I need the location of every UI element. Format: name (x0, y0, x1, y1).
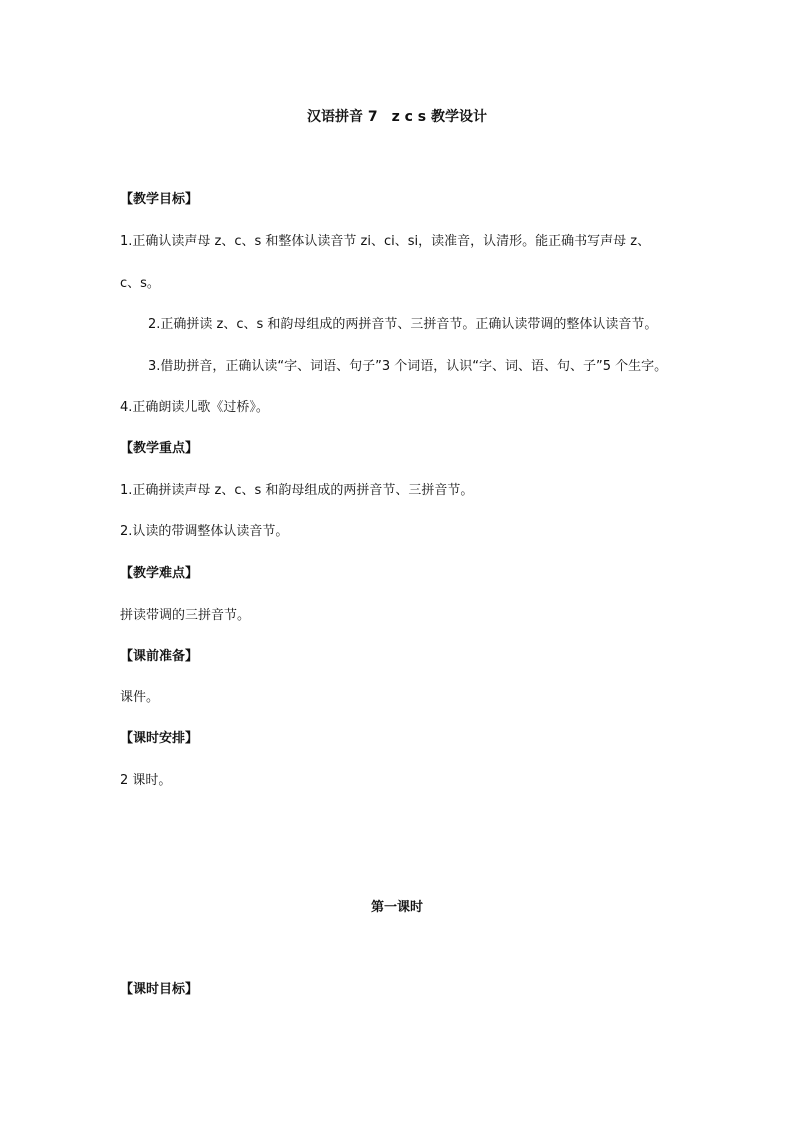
focus-heading: 【教学重点】 (120, 441, 199, 456)
goal-2: 2.正确拼读 z、c、s 和韵母组成的两拼音节、三拼音节。正确认读带调的整体认读音节。 (148, 317, 658, 332)
prep-1: 课件。 (120, 690, 160, 705)
goals-heading: 【教学目标】 (120, 192, 199, 207)
goal-3: 3.借助拼音，正确认读“字、词语、句子”3 个词语，认识“字、词、语、句、子”5 个生字。 (148, 359, 668, 374)
difficulty-1: 拼读带调的三拼音节。 (120, 608, 251, 623)
schedule-heading: 【课时安排】 (120, 731, 199, 746)
difficulty-heading: 【教学难点】 (120, 566, 199, 581)
prep-heading: 【课前准备】 (120, 649, 199, 664)
goal-4: 4.正确朗读儿歌《过桥》。 (120, 400, 269, 415)
lesson-title: 第一课时 (370, 900, 423, 915)
schedule-1: 2 课时。 (120, 773, 172, 788)
goal-1-line-b: c、s。 (120, 276, 160, 291)
document-title: 汉语拼音 7 z c s 教学设计 (306, 109, 488, 125)
focus-1: 1.正确拼读声母 z、c、s 和韵母组成的两拼音节、三拼音节。 (120, 483, 474, 498)
goal-1-line-a: 1.正确认读声母 z、c、s 和整体认读音节 zi、ci、si，读准音，认清形。能正确书写声母 z、 (120, 234, 651, 249)
focus-2: 2.认读的带调整体认读音节。 (120, 524, 289, 539)
lesson-goals-heading: 【课时目标】 (120, 982, 199, 997)
